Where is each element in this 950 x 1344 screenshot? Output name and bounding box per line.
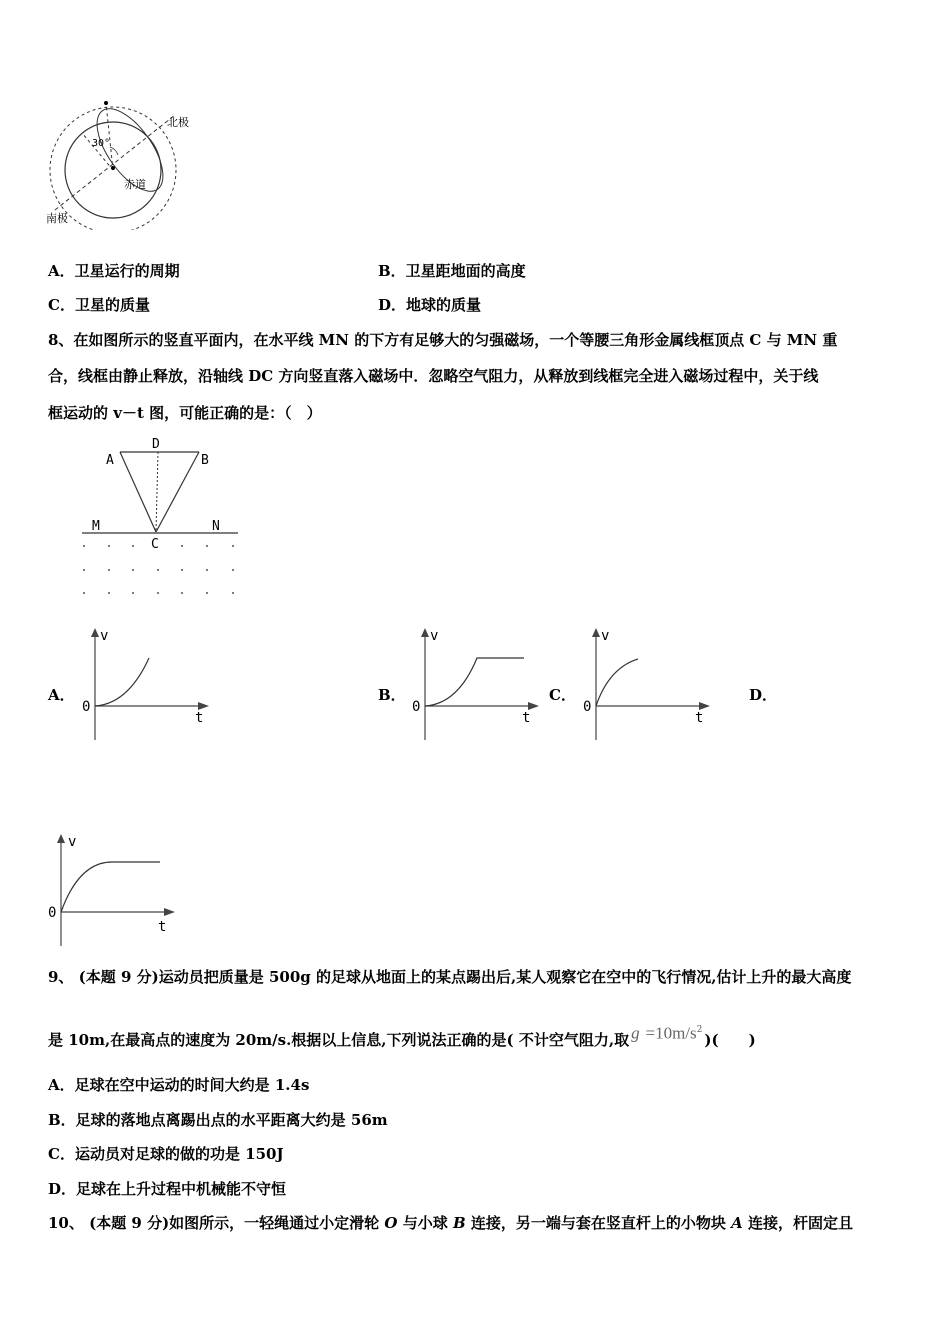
g-symbol: g [631, 1023, 640, 1043]
graph-c [579, 624, 714, 744]
graph-b-t-label: t [522, 710, 531, 726]
q10-stem-line1 [48, 1213, 853, 1233]
graph-a [78, 624, 213, 744]
graph-d [44, 830, 179, 950]
q9-option-c: C．运动员对足球的做的功是 150J [48, 1145, 284, 1163]
q7-option-b: B．卫星距地面的高度 [378, 262, 526, 280]
q8-stem-line2: 合，线框由静止释放，沿轴线 DC 方向竖直落入磁场中．忽略空气阻力，从释放到线框完全进入磁场过程中，关于线 [48, 367, 819, 385]
g-value: =10m/s [645, 1023, 697, 1043]
q9-stem-line1: 9、 (本题 9 分)运动员把质量是 500g 的足球从地面上的某点踢出后,某人观察它在空中的飞行情况,估计上升的最大高度 [48, 968, 852, 986]
axis-line [55, 115, 175, 210]
graph-a-t-label: t [195, 710, 204, 726]
q8-option-b-letter: B． [378, 686, 406, 704]
graph-a-origin-label: 0 [82, 699, 91, 715]
q10-a: A [731, 1214, 743, 1232]
q10-prefix: 10、 (本题 9 分)如图所示，一轻绳通过小定滑轮 [48, 1214, 385, 1232]
q10-mid1: 与小球 [397, 1214, 453, 1232]
vertex-d-label: D [152, 437, 160, 452]
triangle-frame-figure [78, 436, 243, 606]
graph-b [408, 624, 543, 744]
q8-stem-line1: 8、在如图所示的竖直平面内，在水平线 MN 的下方有足够大的匀强磁场，一个等腰三角形金属线框顶点 C 与 MN 重 [48, 331, 838, 349]
south-pole-label: 南极 [46, 212, 68, 225]
q9-line2-prefix: 是 10m,在最高点的速度为 20m/s.根据以上信息,下列说法正确的是( 不计空气阻力,取 [48, 1031, 630, 1049]
q9-option-d: D．足球在上升过程中机械能不守恒 [48, 1180, 287, 1198]
graph-c-v-label: v [601, 628, 610, 644]
graph-b-v-label: v [430, 628, 439, 644]
q9-option-b: B．足球的落地点离踢出点的水平距离大约是 56m [48, 1111, 388, 1129]
q10-b: B [452, 1214, 466, 1232]
magnetic-field-dots [83, 545, 234, 594]
vertex-b-label: B [201, 453, 209, 468]
q7-option-a: A．卫星运行的周期 [48, 262, 180, 280]
q9-line2-suffix: )( ) [704, 1031, 756, 1049]
graph-d-v-label: v [68, 834, 77, 850]
graph-c-t-label: t [695, 710, 704, 726]
angle-label: 30° [92, 138, 111, 149]
graph-c-origin-label: 0 [583, 699, 592, 715]
graph-d-origin-label: 0 [48, 905, 57, 921]
graph-a-v-label: v [100, 628, 109, 644]
q7-option-c: C．卫星的质量 [48, 296, 150, 314]
q7-option-d: D．地球的质量 [378, 296, 482, 314]
q10-o: O [384, 1214, 398, 1232]
vertex-a-label: A [106, 453, 114, 468]
q9-stem-line2 [48, 1023, 756, 1054]
vertex-c-label: C [151, 537, 159, 552]
q10-mid2: 连接，另一端与套在竖直杆上的小物块 [465, 1214, 732, 1232]
q8-option-d-letter: D． [749, 686, 778, 704]
point-n-label: N [212, 519, 220, 534]
earth-orbit-figure [40, 95, 200, 230]
q8-option-a-letter: A． [48, 686, 75, 704]
graph-b-origin-label: 0 [412, 699, 421, 715]
q10-suffix: 连接，杆固定且 [742, 1214, 853, 1232]
q9-option-a: A．足球在空中运动的时间大约是 1.4s [48, 1076, 310, 1094]
point-m-label: M [92, 519, 100, 534]
q8-option-c-letter: C． [549, 686, 576, 704]
q8-stem-line3: 框运动的 v－t 图，可能正确的是：（ ） [48, 404, 322, 422]
equator-label: 赤道 [124, 178, 146, 191]
g-exponent: 2 [696, 1025, 703, 1035]
north-pole-label: 北极 [167, 116, 189, 129]
g-formula [631, 1020, 702, 1044]
graph-d-t-label: t [158, 919, 167, 935]
